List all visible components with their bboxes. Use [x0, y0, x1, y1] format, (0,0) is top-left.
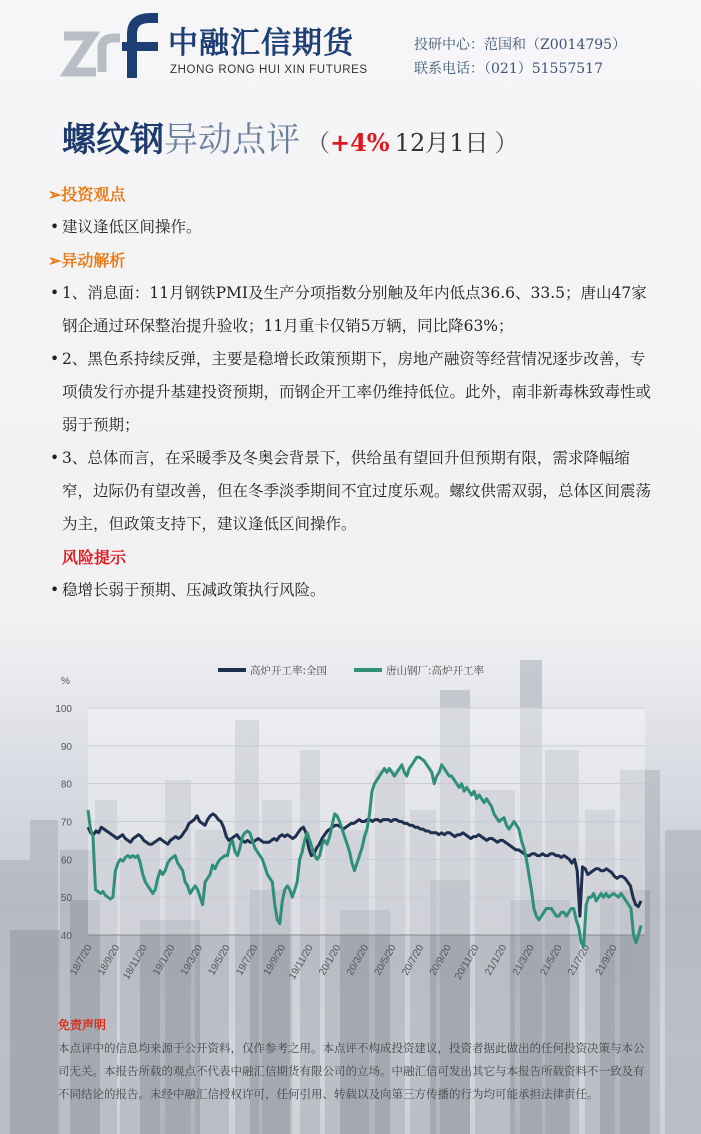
section-heading-risk: 风险提示 [62, 548, 127, 567]
x-tick-label: 19/9/20 [261, 943, 289, 978]
view-text: 建议逢低区间操作。 [62, 218, 202, 236]
blast-furnace-utilization-chart [48, 652, 658, 1012]
legend-label: 唐山钢厂:高炉开工率 [386, 665, 485, 677]
zrhx-logo-mark [60, 12, 160, 82]
bullet: • [50, 218, 60, 236]
y-tick-label: 90 [60, 741, 72, 753]
x-tick-label: 20/7/20 [400, 943, 427, 978]
title-change: +4% [330, 128, 390, 157]
phone-contact: 联系电话：（021）51557517 [414, 61, 603, 77]
x-tick-label: 21/9/20 [593, 943, 620, 978]
risk-paragraph [50, 574, 660, 607]
analysis-text: 3、总体而言，在采暖季及冬奥会背景下，供给虽有望回升但预期有限，需求降幅缩窄，边际仍有望改善，但在冬季淡季期间不宜过度乐观。螺纹供需双弱，总体区间震荡为主，但政策支持下，建议逢低区间操作。 [62, 449, 652, 533]
x-tick-label: 18/11/20 [121, 943, 150, 982]
company-name-en: ZHONG RONG HUI XIN FUTURES [170, 64, 368, 76]
x-tick-label: 21/1/20 [483, 943, 510, 978]
x-tick-label: 18/7/20 [68, 943, 95, 978]
analysis-item [50, 442, 660, 541]
section-heading-view: ➢投资观点 [48, 185, 126, 204]
x-tick-label: 19/7/20 [234, 943, 261, 978]
legend-label: 高炉开工率:全国 [250, 665, 328, 677]
analysis-text: 2、黑色系持续反弹，主要是稳增长政策预期下，房地产融资等经营情况逐步改善，专项债发行亦提升基建投资预期，而钢企开工率仍维持低位。此外，南非新毒株致毒性或弱于预期； [62, 350, 652, 434]
title-product: 螺纹钢 [62, 120, 164, 160]
report-content [50, 178, 660, 607]
x-tick-label: 21/5/20 [538, 943, 565, 978]
section-heading-analysis: ➢异动解析 [48, 251, 126, 270]
title-close-paren: ） [494, 129, 519, 157]
x-tick-label: 19/1/20 [151, 943, 178, 978]
y-unit-label: % [61, 676, 70, 687]
x-tick-label: 21/3/20 [510, 943, 537, 978]
disclaimer-title: 免责声明 [58, 1018, 107, 1032]
risk-text: 稳增长弱于预期、压减政策执行风险。 [62, 581, 326, 599]
bullet: • [50, 449, 60, 467]
y-tick-label: 50 [60, 893, 72, 905]
analysis-text: 1、消息面：11月钢铁PMI及生产分项指数分别触及年内低点36.6、33.5；唐山47家钢企通过环保整治提升验收；11月重卡仅销5万辆，同比降63%； [62, 284, 647, 335]
y-tick-label: 100 [55, 704, 72, 715]
disclaimer [58, 1016, 648, 1106]
analysis-item [50, 277, 660, 343]
x-tick-label: 19/5/20 [206, 943, 233, 978]
bullet: • [50, 284, 60, 302]
research-contact: 投研中心：范国和（Z0014795） [414, 37, 627, 53]
x-tick-label: 18/9/20 [96, 943, 123, 978]
company-name-cn: 中融汇信期货 [168, 26, 354, 61]
x-tick-label: 19/3/20 [178, 943, 206, 978]
x-tick-label: 20/3/20 [344, 943, 372, 978]
view-paragraph [50, 211, 660, 244]
bullet: • [50, 581, 60, 599]
y-tick-label: 60 [60, 855, 72, 867]
x-tick-label: 19/11/20 [287, 943, 316, 982]
title-date: 12月1日 [394, 129, 489, 157]
disclaimer-body: 本点评中的信息均来源于公开资料，仅作参考之用。本点评不构成投资建议，投资者据此做出的任何投资决策与本公司无关。本报告所载的观点不代表中融汇信期货有限公司的立场。中融汇信可发出其它与本报告所载资料不一致及有不同结论的报告。未经中融汇信授权许可，任何引用、转载以及向第三方传播的行为均可能承担法律责任。 [58, 1041, 645, 1101]
report-header [0, 0, 701, 100]
y-tick-label: 70 [60, 817, 72, 829]
y-tick-label: 80 [60, 779, 72, 791]
x-tick-label: 21/7/20 [566, 943, 593, 978]
x-tick-label: 20/1/20 [317, 943, 344, 978]
x-tick-label: 20/9/20 [427, 943, 455, 978]
analysis-item [50, 343, 660, 442]
bullet: • [50, 350, 60, 368]
x-tick-label: 20/5/20 [372, 943, 399, 978]
page-title [62, 112, 519, 161]
title-topic: 异动点评 [164, 120, 300, 160]
title-open-paren: （ [306, 129, 330, 157]
y-tick-label: 40 [60, 931, 72, 942]
x-tick-label: 20/11/20 [453, 943, 482, 982]
contact-block [414, 33, 626, 81]
